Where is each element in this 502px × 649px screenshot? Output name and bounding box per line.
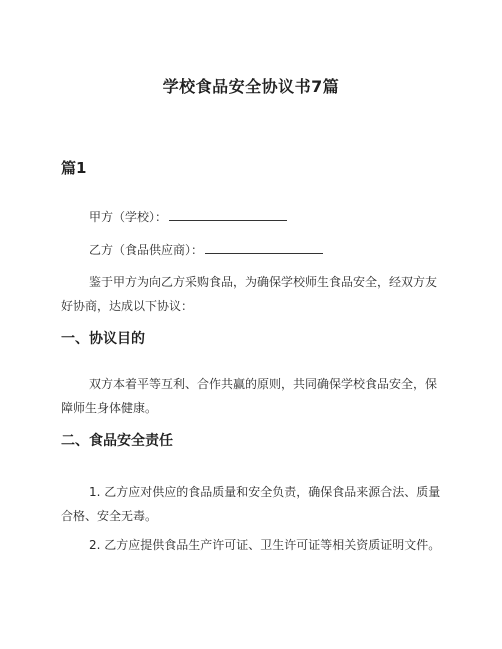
party-a-label: 甲方（学校）： — [89, 210, 168, 224]
party-b-blank — [205, 240, 323, 254]
part-heading: 篇1 — [61, 159, 87, 177]
responsibility-item-2: 2. 乙方应提供食品生产许可证、卫生许可证等相关资质证明文件。 — [89, 538, 441, 552]
party-b-label: 乙方（食品供应商）： — [89, 243, 204, 257]
party-b-field — [89, 240, 323, 260]
purpose-paragraph: 双方本着平等互利、合作共赢的原则，共同确保学校食品安全，保障师生身体健康。 — [61, 377, 438, 415]
responsibility-item-1: 1. 乙方应对供应的食品质量和安全负责，确保食品来源合法、质量合格、安全无毒。 — [61, 485, 441, 523]
document-title: 学校食品安全协议书7篇 — [162, 77, 340, 96]
section-heading-responsibility: 二、食品安全责任 — [61, 433, 173, 449]
party-a-field — [89, 207, 287, 227]
party-a-blank — [169, 207, 287, 221]
intro-paragraph: 鉴于甲方为向乙方采购食品，为确保学校师生食品安全，经双方友好协商，达成以下协议： — [61, 275, 438, 313]
section-heading-purpose: 一、协议目的 — [61, 331, 145, 347]
